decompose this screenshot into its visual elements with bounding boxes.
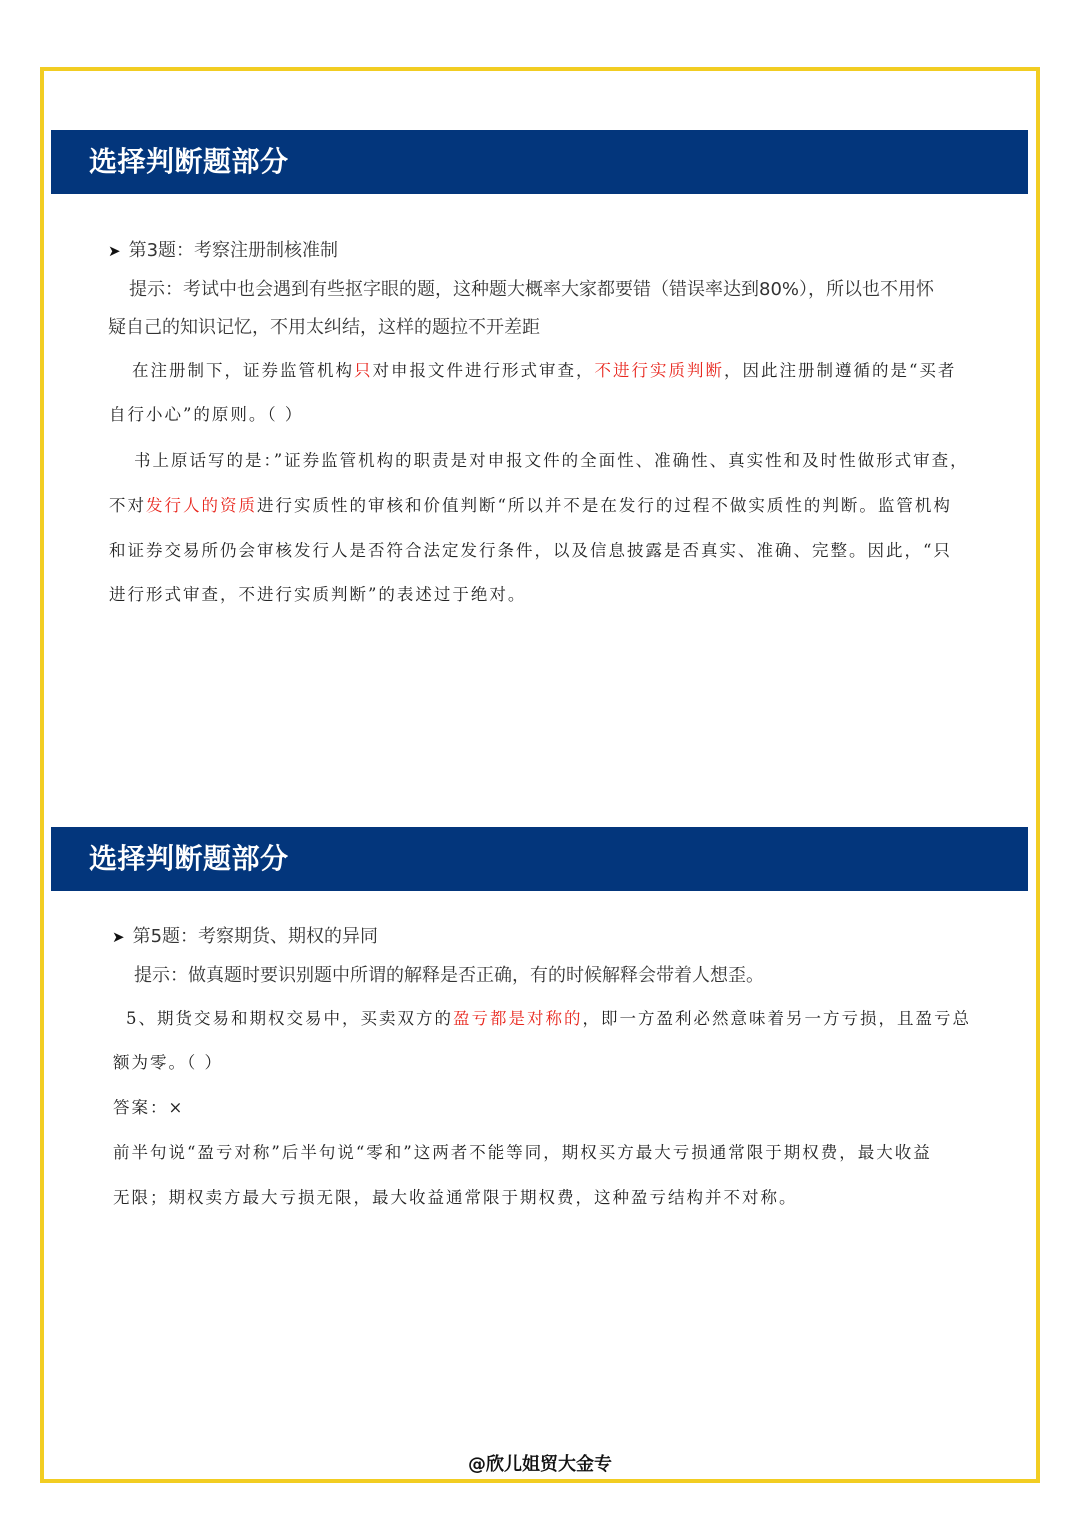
- q5-heading: [112, 922, 378, 948]
- q5-answer: 答案：×: [113, 1098, 185, 1117]
- section-banner-1: 选择判断题部分: [51, 130, 1028, 194]
- q3-statement-line1: [132, 357, 956, 381]
- q3-highlight-issuer: 发行人的资质: [146, 496, 257, 515]
- q5-explain-line2: 无限；期权卖方最大亏损无限，最大收益通常限于期权费，这种盈亏结构并不对称。: [113, 1188, 798, 1207]
- q3-explain-text: 进行实质性的审核和价值判断“所以并不是在发行的过程不做实质性的判断。监管机构: [257, 496, 952, 515]
- q3-explain-text: 不对: [109, 496, 146, 515]
- q3-explain-line4: 进行形式审查，不进行实质判断”的表述过于绝对。: [109, 585, 527, 604]
- q3-heading-text: 第3题：考察注册制核准制: [128, 240, 339, 261]
- q3-hint-line2: 疑自己的知识记忆，不用太纠结，这样的题拉不开差距: [108, 317, 540, 338]
- arrow-bullet-icon: ➤: [108, 242, 121, 260]
- q5-highlight-symmetric: 盈亏都是对称的: [453, 1009, 583, 1028]
- q5-explain-line1: 前半句说“盈亏对称”后半句说“零和”这两者不能等同，期权买方最大亏损通常限于期权费，最大收益: [113, 1143, 932, 1162]
- footer-credit: @欣儿姐贸大金专: [468, 1454, 612, 1475]
- q3-hint-line1: 提示：考试中也会遇到有些抠字眼的题，这种题大概率大家都要错（错误率达到80%），所以也不用怀: [129, 279, 935, 300]
- q3-highlight-only: 只: [354, 361, 373, 380]
- q3-explain-line3: 和证券交易所仍会审核发行人是否符合法定发行条件，以及信息披露是否真实、准确、完整。因此，“只: [109, 541, 952, 560]
- q3-highlight-no-substantive: 不进行实质判断: [594, 361, 724, 380]
- q5-statement-line2: 额为零。（ ）: [113, 1053, 223, 1072]
- q5-heading-text: 第5题：考察期货、期权的异同: [132, 926, 379, 947]
- q3-statement-line2: 自行小心”的原则。（ ）: [109, 405, 304, 424]
- q3-statement-text: ，因此注册制遵循的是“买者: [724, 361, 957, 380]
- q5-statement-text: 5、期货交易和期权交易中，买卖双方的: [126, 1009, 453, 1028]
- q3-explain-line1: 书上原话写的是：”证券监管机构的职责是对申报文件的全面性、准确性、真实性和及时性做形式审查，: [134, 451, 969, 470]
- q5-statement-text: ，即一方盈利必然意味着另一方亏损，且盈亏总: [582, 1009, 971, 1028]
- q3-statement-text: 在注册制下，证券监管机构: [132, 361, 354, 380]
- section-banner-2: 选择判断题部分: [51, 827, 1028, 891]
- q3-statement-text: 对申报文件进行形式审查，: [372, 361, 595, 380]
- arrow-bullet-icon: ➤: [112, 928, 125, 946]
- q5-hint: 提示：做真题时要识别题中所谓的解释是否正确，有的时候解释会带着人想歪。: [134, 965, 764, 986]
- q3-heading: [108, 236, 338, 262]
- q5-statement-line1: [126, 1005, 971, 1029]
- q3-explain-line2: [109, 492, 952, 516]
